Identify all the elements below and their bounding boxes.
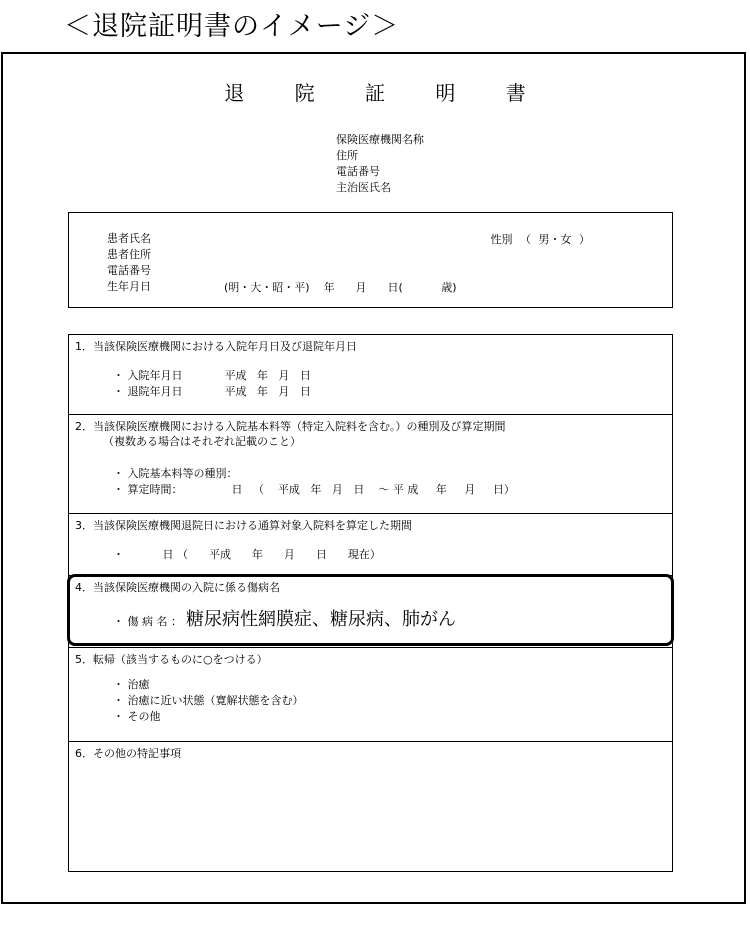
diagnosis-value: 糖尿病性網膜症、糖尿病、肺がん — [186, 609, 456, 630]
patient-labels — [107, 231, 151, 295]
section-4-title: 4．当該保険医療機関の入院に係る傷病名 — [75, 581, 280, 594]
section-6 — [69, 742, 672, 871]
section-5 — [69, 648, 672, 742]
patient-name-label: 患者氏名 — [107, 232, 151, 245]
section-6-title: 6．その他の特記事項 — [75, 747, 181, 760]
issuer-doctor-label: 主治医氏名 — [336, 181, 391, 194]
diagnosis-label: ・ 傷 病 名 ： — [113, 615, 182, 628]
section-1 — [69, 335, 672, 415]
section-2-subtitle: （複数ある場合はそれぞれ記載のこと） — [103, 435, 301, 448]
section-1-title: 1．当該保険医療機関における入院年月日及び退院年月日 — [75, 340, 357, 353]
dob-field: (明・大・昭・平) 年 月 日( 歳) — [224, 281, 457, 294]
outcome-cured: ・ 治癒 — [113, 678, 150, 691]
issuer-address-label: 住所 — [336, 149, 358, 162]
outcome-other: ・ その他 — [113, 710, 161, 723]
outcome-near-cured: ・ 治癒に近い状態（寛解状態を含む） — [113, 694, 304, 707]
issuer-phone-label: 電話番号 — [336, 165, 380, 178]
section-5-title: 5．転帰（該当するものに○をつける） — [75, 653, 268, 666]
section-2 — [69, 415, 672, 514]
gender-field: 性別 （ 男・女 ） — [490, 233, 590, 246]
diagnosis-highlight-frame — [67, 574, 674, 646]
admission-date-item: ・ 入院年月日 平成 年 月 日 — [113, 369, 311, 382]
cumulative-period-item: ・ 日 （ 平成 年 月 日 現在） — [113, 548, 381, 561]
issuer-block — [336, 132, 424, 196]
base-fee-type-item: ・ 入院基本料等の種別： — [113, 467, 238, 480]
discharge-date-item: ・ 退院年月日 平成 年 月 日 — [113, 385, 311, 398]
section-3-title: 3．当該保険医療機関退院日における通算対象入院料を算定した期間 — [75, 519, 412, 532]
patient-dob-label: 生年月日 — [107, 280, 151, 293]
patient-address-label: 患者住所 — [107, 248, 151, 261]
issuer-institution-label: 保険医療機関名称 — [336, 133, 424, 146]
section-3 — [69, 514, 672, 576]
document-title: 退 院 証 明 書 — [224, 81, 548, 105]
calculation-period-item: ・ 算定時間： 日 （ 平成 年 月 日 ～ 平 成 年 月 日） — [113, 483, 515, 496]
patient-phone-label: 電話番号 — [107, 264, 151, 277]
section-2-title: 2．当該保険医療機関における入院基本料等（特定入院料を含む。）の種別及び算定期間 — [75, 420, 506, 433]
page-heading: ＜退院証明書のイメージ＞ — [64, 11, 400, 42]
patient-info-box — [68, 212, 673, 308]
